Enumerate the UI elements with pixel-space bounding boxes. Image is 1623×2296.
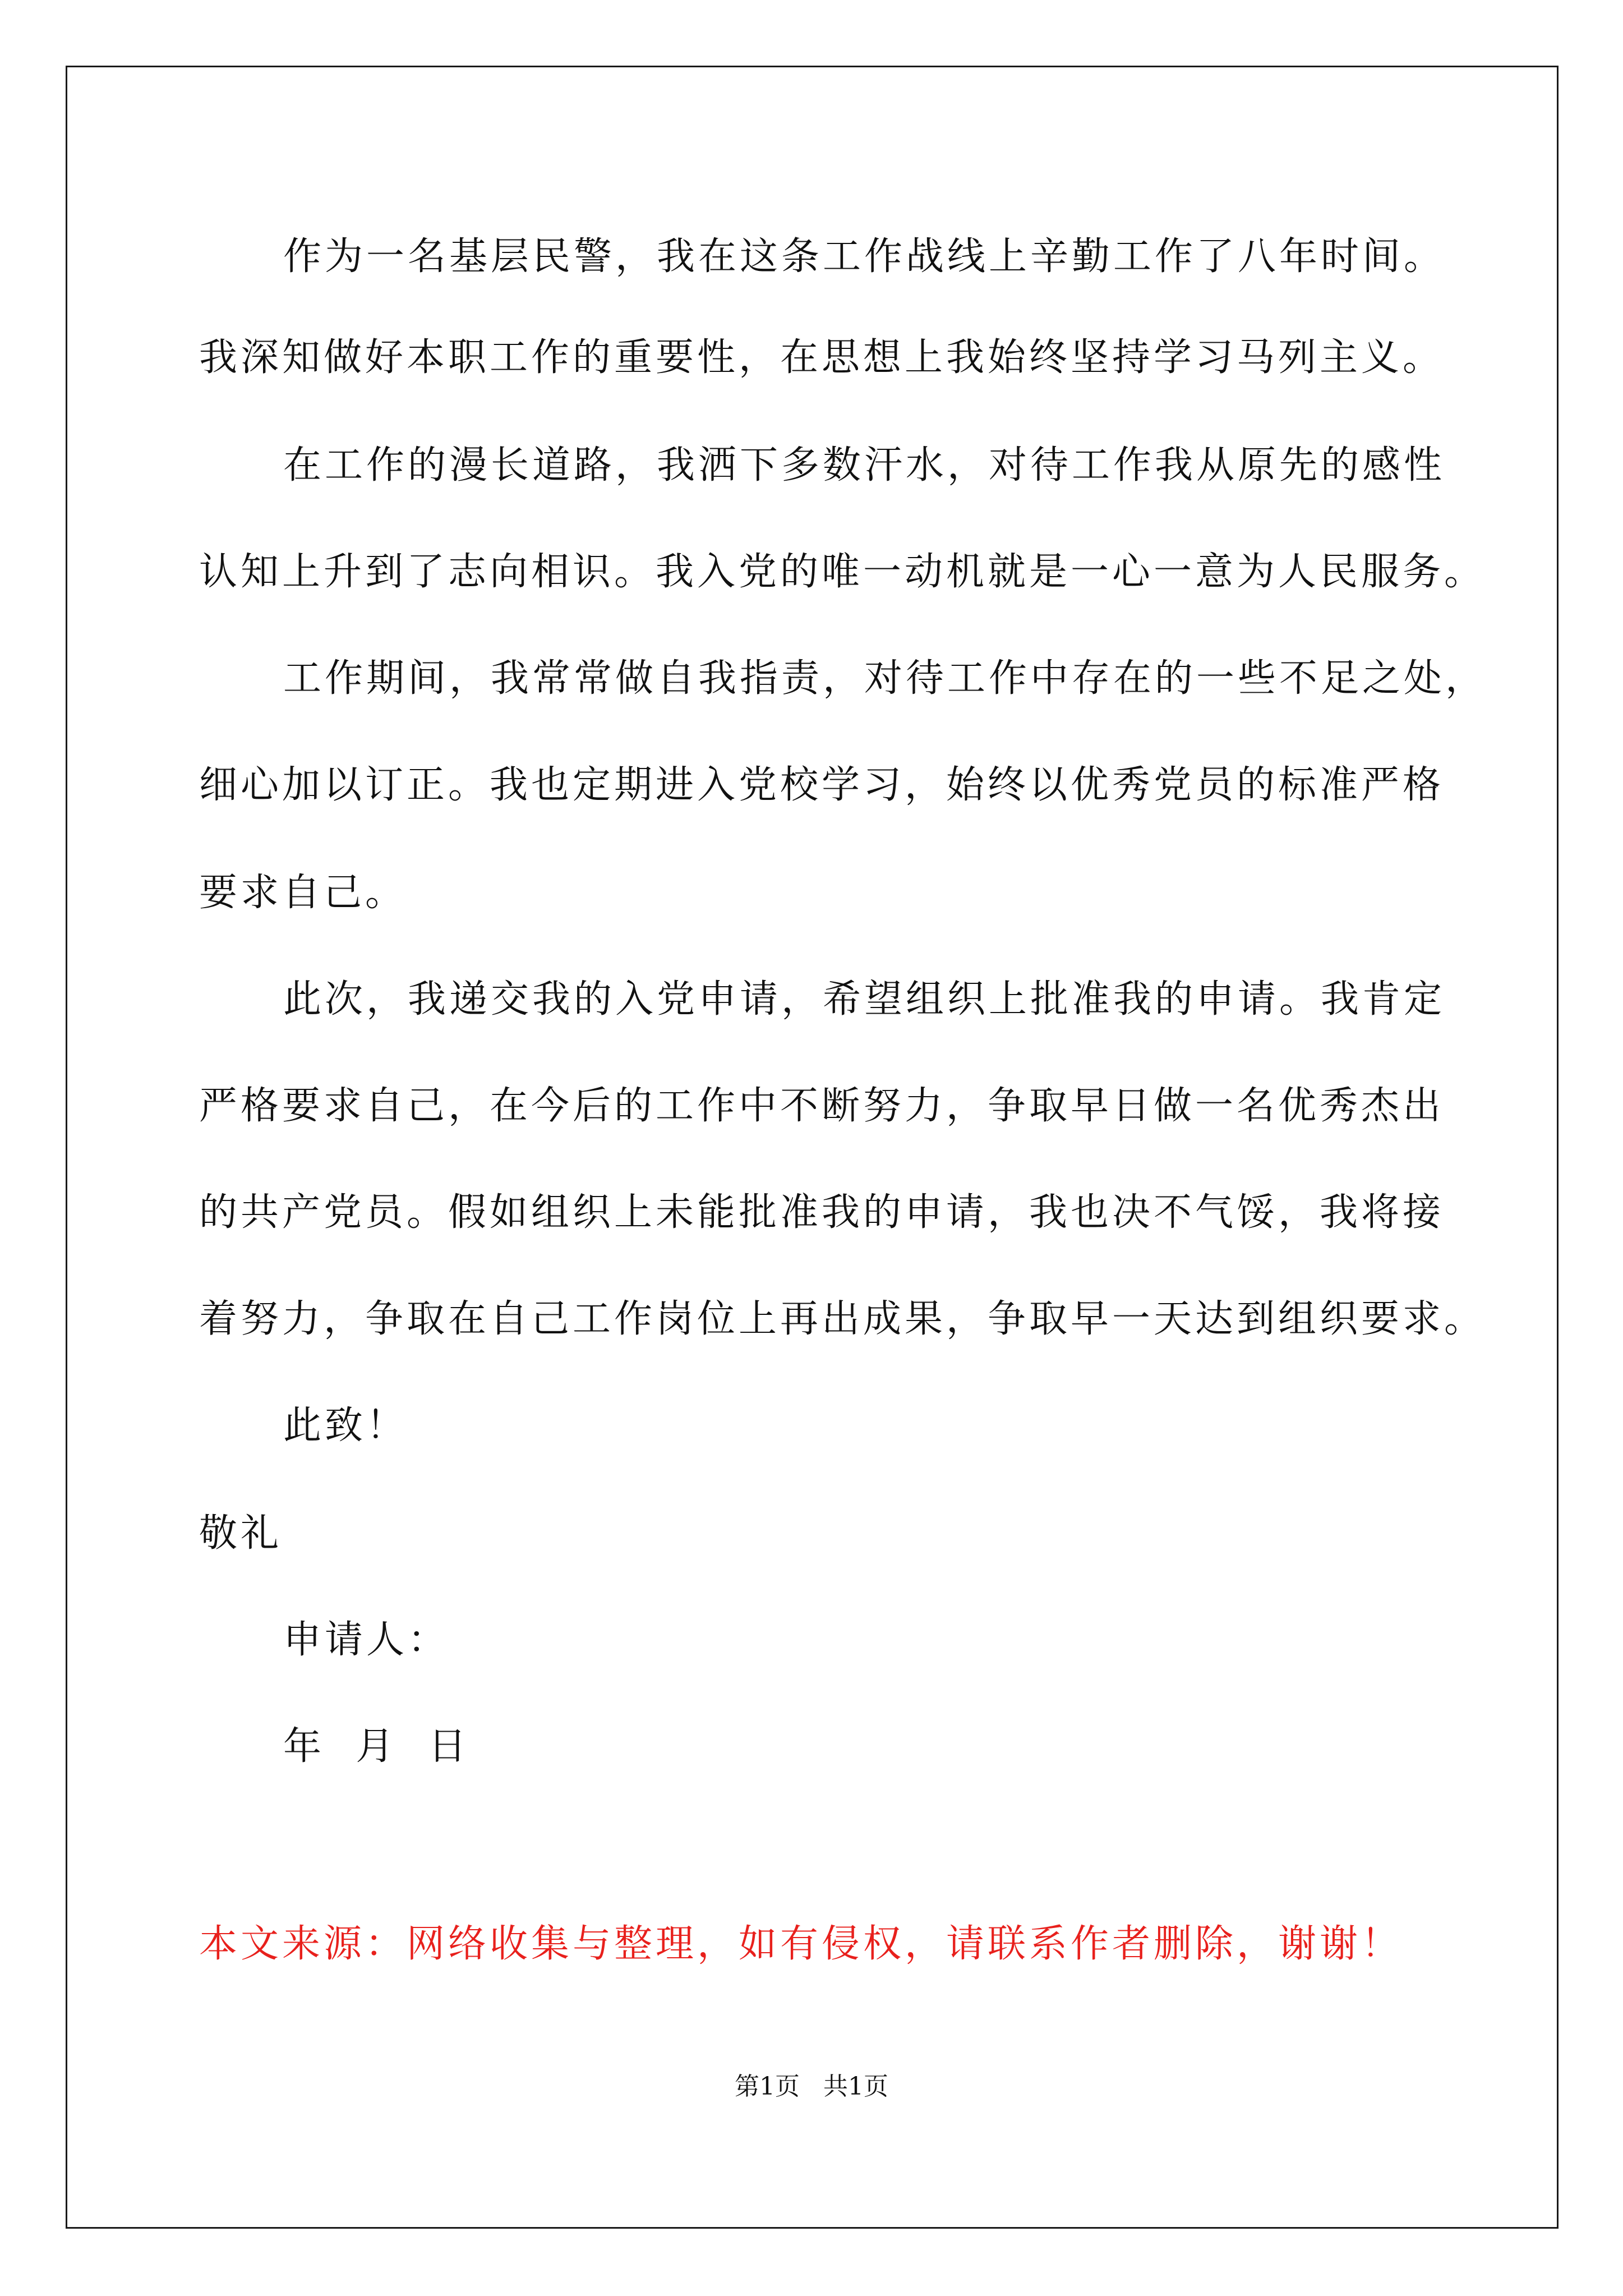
paragraph-line-10: 的共产党员。假如组织上未能批准我的申请，我也决不气馁，我将接	[199, 1190, 1445, 1235]
closing-phrase: 此致！	[283, 1404, 408, 1448]
paragraph-line-5: 工作期间，我常常做自我指责，对待工作中存在的一些不足之处，	[283, 656, 1487, 701]
salutation: 敬礼	[199, 1511, 283, 1556]
paragraph-line-1: 作为一名基层民警，我在这条工作战线上辛勤工作了八年时间。	[283, 234, 1446, 279]
paragraph-line-9: 严格要求自己，在今后的工作中不断努力，争取早日做一名优秀杰出	[199, 1084, 1445, 1128]
page-footer: 第1页 共1页	[735, 2072, 888, 2101]
paragraph-line-11: 着努力，争取在自己工作岗位上再出成果，争取早一天达到组织要求。	[199, 1297, 1486, 1341]
paragraph-line-8: 此次，我递交我的入党申请，希望组织上批准我的申请。我肯定	[283, 977, 1446, 1022]
paragraph-line-6: 细心加以订正。我也定期进入党校学习，始终以优秀党员的标准严格	[199, 763, 1445, 807]
source-note: 本文来源：网络收集与整理，如有侵权，请联系作者删除，谢谢！	[199, 1922, 1403, 1966]
paragraph-line-3: 在工作的漫长道路，我洒下多数汗水，对待工作我从原先的感性	[283, 443, 1446, 487]
applicant-label: 申请人：	[283, 1618, 450, 1662]
paragraph-line-4: 认知上升到了志向相识。我入党的唯一动机就是一心一意为人民服务。	[199, 550, 1486, 594]
paragraph-line-2: 我深知做好本职工作的重要性，在思想上我始终坚持学习马列主义。	[199, 335, 1445, 380]
paragraph-line-7: 要求自己。	[199, 871, 407, 915]
date-line: 年 月 日	[283, 1724, 470, 1769]
page-border	[66, 66, 1559, 2229]
